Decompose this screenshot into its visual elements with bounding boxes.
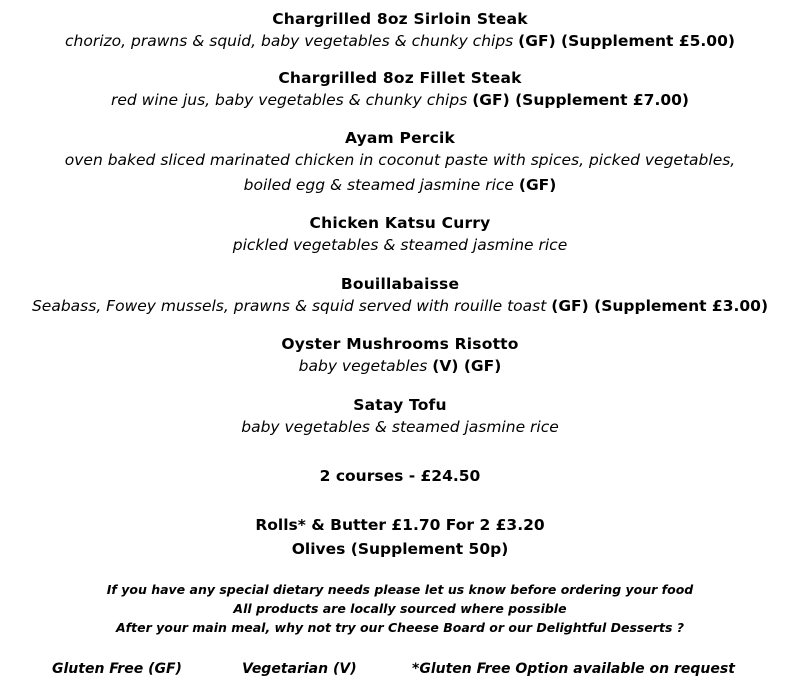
dish-description bbox=[0, 233, 800, 258]
description-text: chorizo, prawns & squid, baby vegetables & chunky chips bbox=[65, 32, 519, 50]
description-text: Seabass, Fowey mussels, prawns & squid served with rouille toast bbox=[31, 297, 552, 315]
dish-name: Satay Tofu bbox=[353, 396, 447, 414]
dish-name: Bouillabaisse bbox=[340, 275, 460, 293]
rolls-butter-price: Rolls* & Butter £1.70 For 2 £3.20 bbox=[255, 516, 545, 534]
dish-description bbox=[0, 354, 800, 379]
menu-item-fillet bbox=[0, 68, 800, 113]
description-text: baby vegetables & steamed jasmine rice bbox=[241, 418, 559, 436]
description-text: pickled vegetables & steamed jasmine rice bbox=[232, 236, 568, 254]
legend-vegetarian: Vegetarian (V) bbox=[242, 661, 357, 677]
dietary-tags: (GF) (Supplement £7.00) bbox=[472, 91, 689, 109]
courses-price: 2 courses - £24.50 bbox=[319, 467, 481, 485]
menu-item-sirloin bbox=[0, 9, 800, 54]
dietary-notes bbox=[0, 580, 800, 637]
note-line: All products are locally sourced where possible bbox=[233, 601, 567, 616]
dish-name: Oyster Mushrooms Risotto bbox=[281, 335, 519, 353]
dish-name: Chargrilled 8oz Fillet Steak bbox=[278, 69, 522, 87]
description-text: baby vegetables bbox=[298, 357, 433, 375]
menu-item-ayam-percik bbox=[0, 128, 800, 198]
dish-description bbox=[0, 173, 800, 198]
dish-description bbox=[0, 294, 800, 319]
dish-description bbox=[0, 415, 800, 440]
dish-name: Chargrilled 8oz Sirloin Steak bbox=[272, 10, 528, 28]
dish-description bbox=[0, 29, 800, 54]
menu-item-mushroom-risotto bbox=[0, 334, 800, 379]
menu-item-satay-tofu bbox=[0, 395, 800, 440]
dish-description bbox=[0, 88, 800, 113]
description-text: boiled egg & steamed jasmine rice bbox=[243, 176, 519, 194]
dish-description bbox=[0, 148, 800, 173]
dietary-tags: (GF) (Supplement £5.00) bbox=[518, 32, 735, 50]
description-text: red wine jus, baby vegetables & chunky chips bbox=[111, 91, 473, 109]
menu-item-bouillabaisse bbox=[0, 274, 800, 319]
dietary-tags: (GF) (Supplement £3.00) bbox=[551, 297, 769, 315]
menu-item-katsu-curry bbox=[0, 213, 800, 258]
olives-price: Olives (Supplement 50p) bbox=[291, 540, 509, 558]
note-line: After your main meal, why not try our Cheese Board or our Delightful Desserts ? bbox=[116, 620, 684, 635]
legend-gluten-free: Gluten Free (GF) bbox=[52, 661, 182, 677]
dish-name: Ayam Percik bbox=[344, 129, 456, 147]
dietary-tags: (V) (GF) bbox=[432, 357, 502, 375]
dietary-tags: (GF) bbox=[518, 176, 557, 194]
dietary-legend bbox=[0, 659, 800, 679]
dish-name: Chicken Katsu Curry bbox=[309, 214, 491, 232]
legend-gf-option: *Gluten Free Option available on request bbox=[412, 661, 735, 677]
note-line: If you have any special dietary needs please let us know before ordering your food bbox=[106, 582, 694, 597]
description-text: oven baked sliced marinated chicken in coconut paste with spices, picked vegetables, bbox=[64, 151, 736, 169]
